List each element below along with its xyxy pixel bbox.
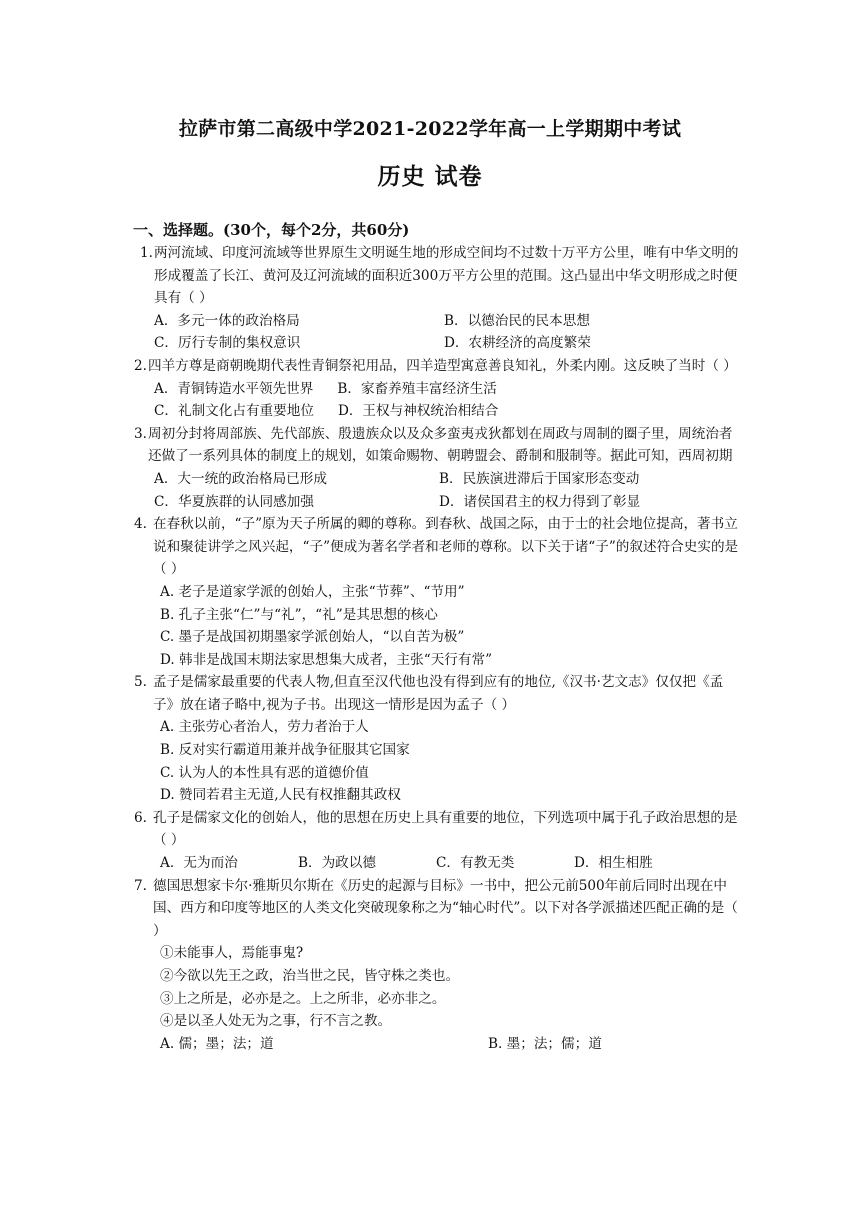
- option-d[interactable]: D．农耕经济的高度繁荣: [444, 335, 591, 352]
- question-stem: 孔子是儒家文化的创始人，他的思想在历史上具有重要的地位，下列选项中属于孔子政治思想的是（ ）: [153, 809, 738, 849]
- option-b[interactable]: B．为政以德: [298, 855, 376, 872]
- option-b[interactable]: B. 反对实行霸道用兼并战争征服其它国家: [160, 742, 410, 759]
- option-a[interactable]: A. 主张劳心者治人，劳力者治于人: [160, 719, 369, 736]
- option-a[interactable]: A．大一统的政治格局已形成: [154, 470, 327, 487]
- option-a[interactable]: A．青铜铸造水平领先世界: [154, 380, 314, 397]
- exam-subtitle: 历史 试卷: [377, 163, 483, 190]
- question-6: [134, 807, 740, 875]
- question-stem: 在春秋以前，“子”原为天子所属的卿的尊称。到春秋、战国之际，由于士的社会地位提高，著书立说和聚徒讲学之风兴起，“子”便成为著名学者和老师的尊称。以下关于诸“子”的叙述符合史实的是（ ）: [153, 516, 739, 578]
- option-d[interactable]: D. 韩非是战国末期法家思想集大成者，主张“天行有常”: [160, 651, 493, 668]
- option-b[interactable]: B. 墨；法；儒；道: [488, 1035, 602, 1052]
- question-2: [134, 355, 740, 423]
- question-stem: 周初分封将周部族、先代部族、殷遗族众以及众多蛮夷戎狄都划在周政与周制的圈子里，周统治者还做了一系列具体的制度上的规划，如策命赐物、朝聘盟会、爵制和服制等。据此可知，西周初期: [148, 425, 733, 465]
- quote-1: ①未能事人，焉能事鬼?: [160, 945, 304, 962]
- question-stem: 四羊方尊是商朝晚期代表性青铜祭祀用品，四羊造型寓意善良知礼，外柔内刚。这反映了当时（ ）: [148, 357, 737, 374]
- option-a[interactable]: A．多元一体的政治格局: [154, 312, 300, 329]
- question-5: [134, 671, 740, 807]
- quote-3: ③上之所是，必亦是之。上之所非，必亦非之。: [160, 990, 446, 1007]
- option-c[interactable]: C．厉行专制的集权意识: [154, 335, 301, 352]
- option-d[interactable]: D．王权与神权统治相结合: [337, 403, 499, 420]
- question-number: 3.: [134, 425, 147, 442]
- question-number: 6.: [134, 809, 147, 826]
- question-stem: 孟子是儒家最重要的代表人物,但直至汉代他也没有得到应有的地位,《汉书·艺文志》仅仅把《孟子》放在诸子略中,视为子书。出现这一情形是因为孟子（ ）: [153, 674, 724, 713]
- option-d[interactable]: D．相生相胜: [574, 855, 653, 872]
- option-c[interactable]: C．礼制文化占有重要地位: [154, 403, 314, 420]
- option-b[interactable]: B. 孔子主张“仁”与“礼”，“礼”是其思想的核心: [160, 606, 438, 623]
- option-c[interactable]: C．华夏族群的认同感加强: [154, 493, 314, 510]
- question-stem: 德国思想家卡尔·雅斯贝尔斯在《历史的起源与目标》一书中，把公元前500年前后同时出现在中国、西方和印度等地区的人类文化突破现象称之为“轴心时代”。以下对各学派描述匹配正确的是（ ）: [153, 877, 738, 939]
- question-7: [134, 875, 740, 1056]
- question-1: [134, 242, 740, 355]
- quote-2: ②今欲以先王之政，治当世之民，皆守株之类也。: [160, 968, 460, 984]
- exam-title: 拉萨市第二高级中学2021-2022学年高一上学期期中考试: [178, 118, 682, 140]
- question-list: [134, 242, 740, 1055]
- option-c[interactable]: C. 认为人的本性具有恶的道德价值: [160, 764, 369, 781]
- option-d[interactable]: D. 赞同若君主无道,人民有权推翻其政权: [160, 787, 401, 804]
- option-b[interactable]: B．民族演进滞后于国家形态变动: [439, 470, 640, 487]
- option-c[interactable]: C. 墨子是战国初期墨家学派创始人，“以自苦为极”: [160, 629, 465, 646]
- option-a[interactable]: A．无为而治: [160, 855, 238, 872]
- option-a[interactable]: A. 老子是道家学派的创始人，主张“节葬”、“节用”: [160, 583, 465, 600]
- option-b[interactable]: B．以德治民的民本思想: [444, 312, 590, 329]
- question-number: 5.: [134, 674, 147, 691]
- option-c[interactable]: C．有教无类: [436, 855, 515, 872]
- question-number: 1.: [140, 245, 153, 261]
- section-heading: 一、选择题。(30个，每个2分，共60分): [133, 221, 410, 239]
- question-stem: 两河流域、印度河流域等世界原生文明诞生地的形成空间均不过数十万平方公里，唯有中华文明的形成覆盖了长江、黄河及辽河流域的面积近300万平方公里的范围。这凸显出中华文明形成之时便具有（ ）: [154, 245, 739, 307]
- question-number: 4.: [134, 516, 147, 533]
- question-number: 2.: [134, 357, 147, 374]
- question-number: 7.: [134, 877, 147, 894]
- question-4: [134, 513, 740, 671]
- option-d[interactable]: D．诸侯国君主的权力得到了彰显: [439, 493, 641, 510]
- option-a[interactable]: A. 儒；墨；法；道: [160, 1035, 274, 1052]
- quote-4: ④是以圣人处无为之事，行不言之教。: [160, 1013, 392, 1030]
- question-3: [134, 423, 740, 513]
- option-b[interactable]: B．家畜养殖丰富经济生活: [337, 380, 497, 397]
